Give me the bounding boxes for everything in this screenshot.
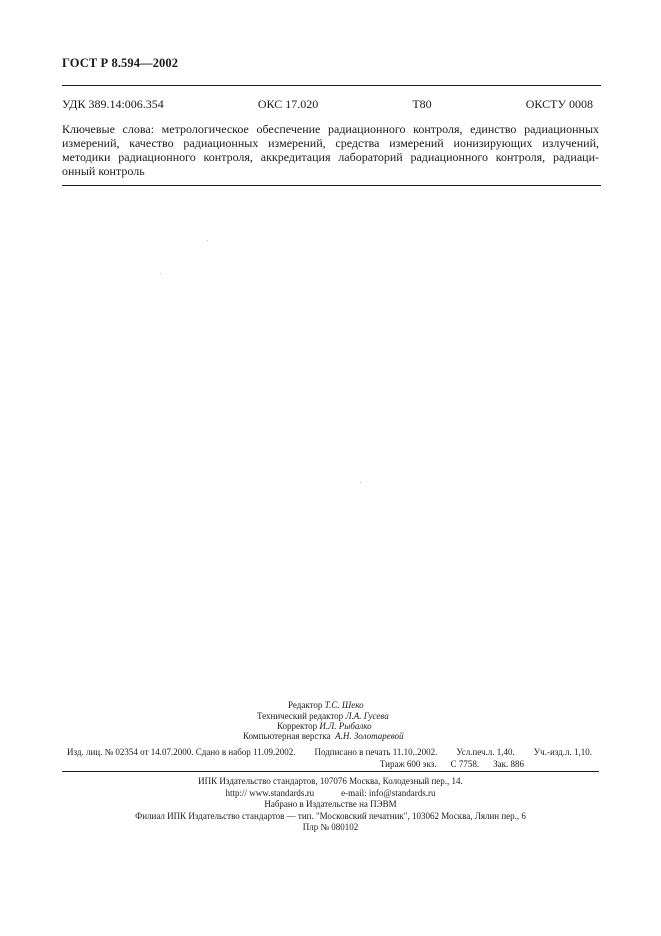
keywords-line-3: методики радиационного контроля, аккредитация лабораторий радиационного контроля, радиаци-	[62, 150, 599, 164]
publication-line-1	[67, 746, 592, 758]
top-rule	[62, 85, 601, 86]
credit-label: Компьютерная верстка	[243, 731, 331, 741]
imprint-block	[0, 776, 661, 834]
scan-speck	[160, 273, 161, 274]
publication-order: Зак. 886	[493, 759, 524, 769]
document-id: ГОСТ Р 8.594—2002	[62, 56, 179, 70]
group-code: Т80	[412, 97, 432, 111]
keywords-line-2: измерений, качество радиационных измерений, средства измерений ионизирующих излучений,	[62, 136, 599, 150]
scan-speck	[360, 482, 361, 483]
okstu-code: ОКСТУ 0008	[525, 97, 593, 111]
keywords-line-1: Ключевые слова: метрологическое обеспечение радиационного контроля, единство радиационных	[62, 122, 599, 136]
udk-code: УДК 389.14:006.354	[62, 97, 164, 111]
credit-name: Т.С. Шеко	[324, 700, 364, 710]
publication-dates: Изд. лиц. № 02354 от 14.07.2000. Сдано в набор 11.09.2002.	[67, 747, 296, 757]
credit-label: Корректор	[277, 721, 318, 731]
imprint-publisher: ИПК Издательство стандартов, 107076 Москва, Колодезный пер., 14.	[198, 776, 463, 786]
publication-edit-sheets: Уч.-изд.л. 1,10.	[533, 747, 592, 757]
keywords-line-4: онный контроль	[62, 164, 145, 178]
publication-line-2	[67, 758, 592, 770]
credit-label: Редактор	[288, 700, 323, 710]
credit-name: Л.А. Гусева	[345, 711, 389, 721]
credit-layout	[243, 730, 404, 742]
imprint-contacts: http:// www.standards.ru e-mail: info@standards.ru	[225, 787, 436, 798]
imprint-license: Плр № 080102	[302, 822, 359, 832]
imprint-printer: Филиал ИПК Издательство стандартов — тип. "Московский печатник", 103062 Москва, Лялин пер., 6	[135, 810, 526, 821]
publication-run: Тираж 600 экз.	[379, 759, 437, 769]
publication-print-sheets: Усл.печ.л. 1,40.	[456, 747, 515, 757]
classification-row	[62, 97, 593, 112]
publication-info	[67, 746, 592, 770]
keywords-paragraph	[62, 122, 599, 178]
oks-code: ОКС 17.020	[257, 97, 319, 111]
publication-signed: Подписано в печать 11.10..2002.	[314, 747, 438, 757]
credit-label: Технический редактор	[257, 711, 344, 721]
imprint-rule	[62, 771, 599, 772]
credit-name: И.Л. Рыбалко	[319, 721, 372, 731]
bottom-rule	[62, 185, 601, 186]
publication-order-code: С 7758.	[450, 759, 480, 769]
scan-speck	[207, 240, 208, 241]
imprint-typeset: Набрано в Издательстве на ПЭВМ	[264, 799, 397, 809]
credit-name: А.Н. Золотаревой	[335, 731, 404, 741]
